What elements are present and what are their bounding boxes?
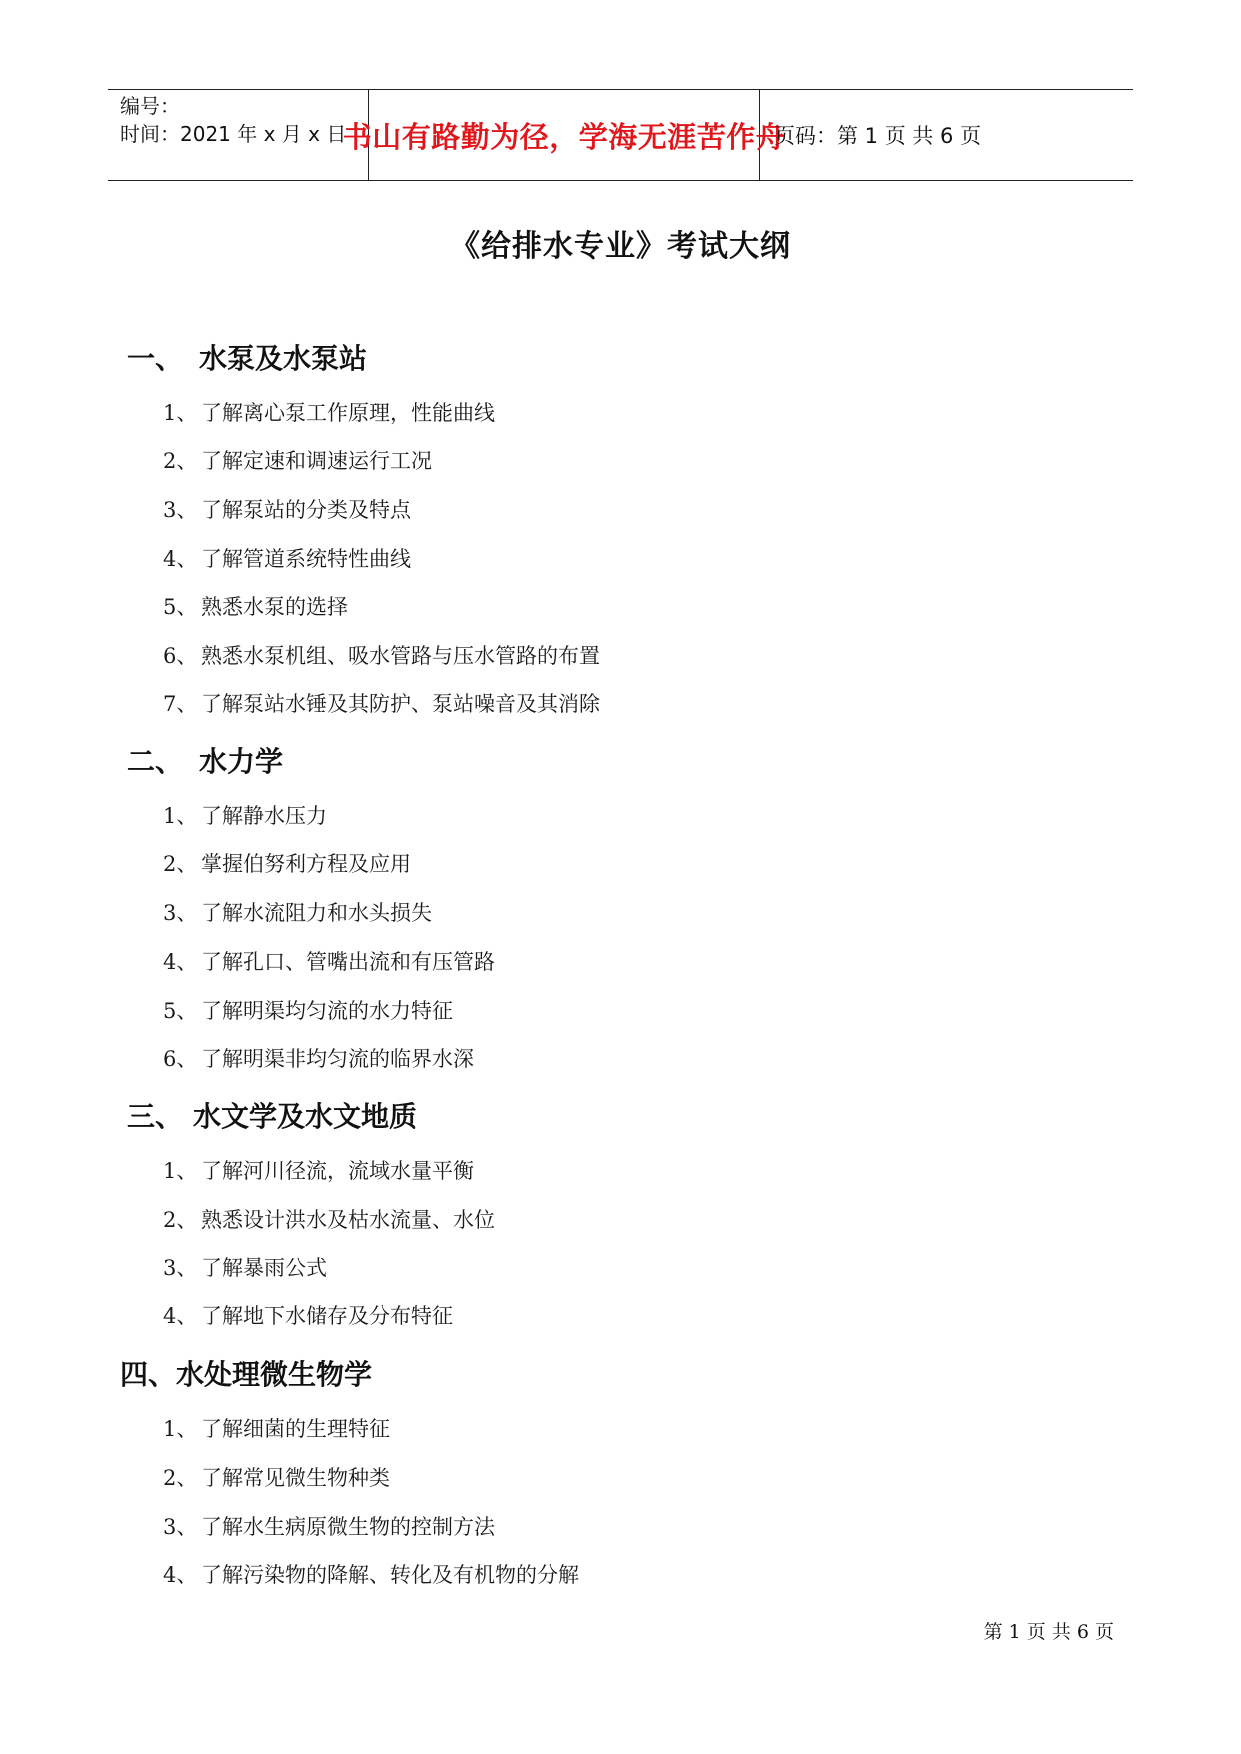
item-number: 5、: [163, 999, 198, 1023]
section-number: 四、: [120, 1358, 177, 1391]
list-item: [163, 848, 411, 878]
section-heading: [127, 337, 367, 377]
item-text: 了解水生病原微生物的控制方法: [201, 1515, 495, 1539]
item-number: 3、: [163, 498, 198, 522]
document-time-label: 时间：2021 年 x 月 x 日: [120, 122, 347, 146]
item-number: 7、: [163, 692, 198, 716]
item-number: 1、: [163, 401, 198, 425]
item-text: 了解污染物的降解、转化及有机物的分解: [201, 1563, 579, 1587]
item-text: 了解泵站的分类及特点: [201, 498, 411, 522]
section-number: 三、: [127, 1100, 184, 1133]
item-text: 了解管道系统特性曲线: [201, 547, 411, 571]
item-text: 了解定速和调速运行工况: [201, 449, 432, 473]
item-text: 了解水流阻力和水头损失: [201, 901, 432, 925]
section-heading: [127, 1095, 417, 1135]
list-item: [163, 1559, 579, 1589]
list-item: [163, 1252, 327, 1282]
item-text: 熟悉水泵的选择: [201, 595, 348, 619]
section-number: 二、: [127, 745, 184, 778]
list-item: [163, 445, 432, 475]
item-text: 了解暴雨公式: [201, 1256, 327, 1280]
list-item: [163, 591, 348, 621]
item-number: 1、: [163, 804, 198, 828]
list-item: [163, 1043, 474, 1073]
section-title: 水文学及水文地质: [193, 1100, 418, 1133]
item-text: 了解泵站水锤及其防护、泵站噪音及其消除: [201, 692, 600, 716]
list-item: [163, 543, 411, 573]
list-item: [163, 1155, 474, 1185]
section-title: 水处理微生物学: [176, 1358, 373, 1391]
item-text: 了解常见微生物种类: [201, 1466, 390, 1490]
section-heading: [120, 1353, 372, 1393]
page-header-table: [108, 89, 1133, 181]
document-title: 《给排水专业》考试大纲: [450, 229, 791, 264]
item-number: 6、: [163, 1047, 198, 1071]
item-number: 4、: [163, 950, 198, 974]
item-text: 了解河川径流，流域水量平衡: [201, 1159, 474, 1183]
item-text: 掌握伯努利方程及应用: [201, 852, 411, 876]
item-text: 了解明渠均匀流的水力特征: [201, 999, 453, 1023]
list-item: [163, 688, 600, 718]
page-footer: 第 1 页 共 6 页: [983, 1621, 1114, 1643]
item-number: 5、: [163, 595, 198, 619]
header-page-label: 页码：第 1 页 共 6 页: [774, 124, 982, 148]
item-number: 4、: [163, 1563, 198, 1587]
list-item: [163, 494, 411, 524]
list-item: [163, 995, 453, 1025]
item-text: 了解明渠非均匀流的临界水深: [201, 1047, 474, 1071]
item-text: 熟悉水泵机组、吸水管路与压水管路的布置: [201, 644, 600, 668]
section-heading: [127, 740, 283, 780]
list-item: [163, 1511, 495, 1541]
motto-text: 书山有路勤为径，学海无涯苦作舟: [342, 119, 786, 154]
list-item: [163, 1413, 390, 1443]
section-title: 水力学: [199, 745, 284, 778]
item-number: 3、: [163, 1515, 198, 1539]
item-number: 2、: [163, 449, 198, 473]
header-meta-cell: [108, 90, 369, 180]
list-item: [163, 1204, 495, 1234]
item-number: 4、: [163, 547, 198, 571]
item-number: 1、: [163, 1417, 198, 1441]
item-number: 2、: [163, 1208, 198, 1232]
item-number: 1、: [163, 1159, 198, 1183]
item-text: 熟悉设计洪水及枯水流量、水位: [201, 1208, 495, 1232]
list-item: [163, 946, 495, 976]
item-text: 了解静水压力: [201, 804, 327, 828]
item-text: 了解离心泵工作原理，性能曲线: [201, 401, 495, 425]
list-item: [163, 897, 432, 927]
list-item: [163, 640, 600, 670]
list-item: [163, 1462, 390, 1492]
item-number: 2、: [163, 852, 198, 876]
document-number-label: 编号：: [120, 94, 180, 118]
item-number: 4、: [163, 1304, 198, 1328]
item-text: 了解地下水储存及分布特征: [201, 1304, 453, 1328]
list-item: [163, 1300, 453, 1330]
item-text: 了解孔口、管嘴出流和有压管路: [201, 950, 495, 974]
item-number: 3、: [163, 901, 198, 925]
item-number: 6、: [163, 644, 198, 668]
list-item: [163, 397, 495, 427]
header-motto-cell: [342, 90, 786, 180]
section-number: 一、: [127, 342, 184, 375]
list-item: [163, 800, 327, 830]
item-number: 2、: [163, 1466, 198, 1490]
header-page-cell: [760, 90, 1133, 180]
item-text: 了解细菌的生理特征: [201, 1417, 390, 1441]
item-number: 3、: [163, 1256, 198, 1280]
section-title: 水泵及水泵站: [199, 342, 368, 375]
